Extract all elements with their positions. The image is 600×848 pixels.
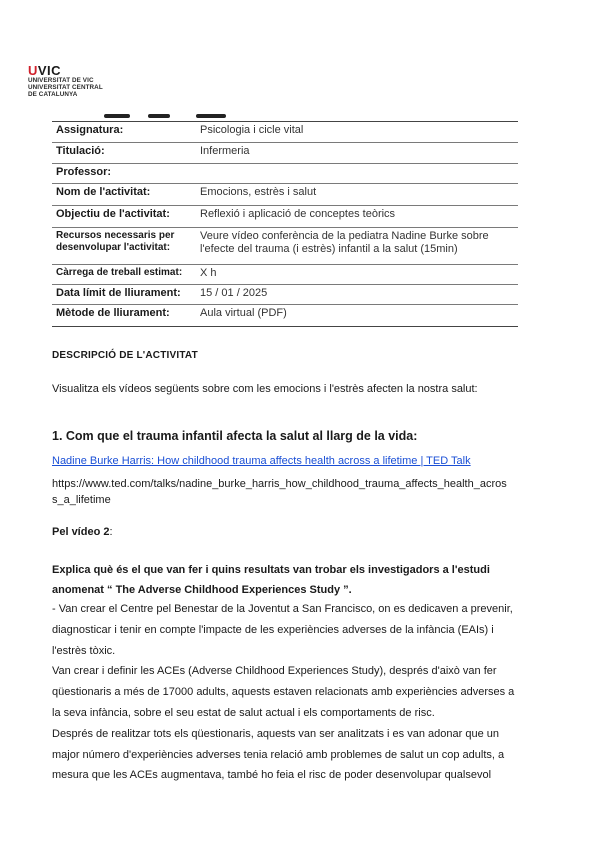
answer-line: diagnosticar i tenir en compte l'impacte de les experiències adverses de la infància (EAIs) i	[52, 623, 494, 636]
row-label: Nom de l'activitat:	[52, 184, 196, 206]
table-row	[52, 164, 518, 184]
description-intro: Visualitza els vídeos següents sobre com les emocions i l'estrès afecten la nostra salut:	[52, 383, 478, 395]
answer-line: mesura que les ACEs augmentava, també ho feia el risc de poder desenvolupar qualsevol	[52, 769, 492, 782]
table-row	[52, 305, 518, 327]
answer-line: Després de realitzar tots els qüestionaris, aquests van ser analitzats i es van adonar que un	[52, 727, 499, 740]
row-value	[196, 164, 518, 184]
prompt-line-2: anomenat “ The Adverse Childhood Experiences Study ”.	[52, 584, 352, 596]
row-value: X h	[196, 265, 518, 285]
video-2-label-bold: Pel vídeo 2	[52, 526, 110, 538]
url-line-2: s_a_lifetime	[52, 494, 111, 506]
redaction-mark	[196, 114, 226, 118]
activity-info-table	[52, 121, 518, 327]
row-value: Infermeria	[196, 143, 518, 164]
question-1-title: 1. Com que el trauma infantil afecta la salut al llarg de la vida:	[52, 429, 418, 443]
prompt-line-1: Explica què és el que van fer i quins resultats van trobar els investigadors a l'estudi	[52, 564, 490, 576]
row-value: Aula virtual (PDF)	[196, 305, 518, 327]
row-label: Assignatura:	[52, 122, 196, 143]
table-row	[52, 143, 518, 164]
video-2-label	[52, 524, 520, 540]
url-line-1: https://www.ted.com/talks/nadine_burke_harris_how_childhood_trauma_affects_health_acros	[52, 478, 507, 490]
row-label: Mètode de lliurament:	[52, 305, 196, 327]
answer-text	[52, 599, 520, 786]
logo-vic: VIC	[37, 63, 62, 78]
table-row	[52, 122, 518, 143]
row-label: Data límit de lliurament:	[52, 285, 196, 305]
row-value: 15 / 01 / 2025	[196, 285, 518, 305]
description-heading: DESCRIPCIÓ DE L'ACTIVITAT	[52, 350, 198, 361]
answer-line: major número d'experiències adverses tenia relació amb problemes de salut un cop adults, a	[52, 748, 505, 761]
table-row	[52, 184, 518, 206]
redaction-mark	[148, 114, 170, 118]
row-value: Emocions, estrès i salut	[196, 184, 518, 206]
video-2-label-colon: :	[109, 526, 113, 538]
answer-line: qüestionaris a més de 17000 adults, aquests estaven relacionats amb experiències adverses a	[52, 686, 515, 699]
logo-u: U	[28, 63, 38, 78]
table-row	[52, 285, 518, 305]
logo-line-1: UNIVERSITAT DE VIC	[28, 77, 94, 84]
answer-line: Van crear i definir les ACEs (Adverse Childhood Experiences Study), després d'això van fer	[52, 665, 497, 678]
table-row	[52, 206, 518, 228]
answer-line: la seva infància, sobre el seu estat de salut actual i els comportaments de risc.	[52, 706, 435, 719]
row-label: Recursos necessaris per desenvolupar l'activitat:	[52, 228, 196, 265]
row-value: Reflexió i aplicació de conceptes teòrics	[196, 206, 518, 228]
row-value: Veure vídeo conferència de la pediatra Nadine Burke sobre l'efecte del trauma (i estrès) infantil a la salut (15min)	[196, 228, 518, 265]
row-label: Objectiu de l'activitat:	[52, 206, 196, 228]
row-label: Titulació:	[52, 143, 196, 164]
uvic-wordmark	[28, 64, 103, 78]
ted-talk-link[interactable]: Nadine Burke Harris: How childhood trauma affects health across a lifetime | TED Talk	[52, 455, 471, 467]
logo-line-2: UNIVERSITAT CENTRAL	[28, 83, 103, 91]
row-value: Psicologia i cicle vital	[196, 122, 518, 143]
table-row	[52, 265, 518, 285]
university-logo	[28, 64, 103, 98]
row-label: Càrrega de treball estimat:	[52, 265, 196, 285]
redaction-mark	[104, 114, 130, 118]
logo-line-3: DE CATALUNYA	[28, 90, 78, 98]
table-row	[52, 228, 518, 265]
answer-line: l'estrès tòxic.	[52, 644, 116, 657]
answer-line: - Van crear el Centre pel Benestar de la Joventut a San Francisco, on es dedicaven a prevenir,	[52, 603, 513, 615]
row-label: Professor:	[52, 164, 196, 184]
